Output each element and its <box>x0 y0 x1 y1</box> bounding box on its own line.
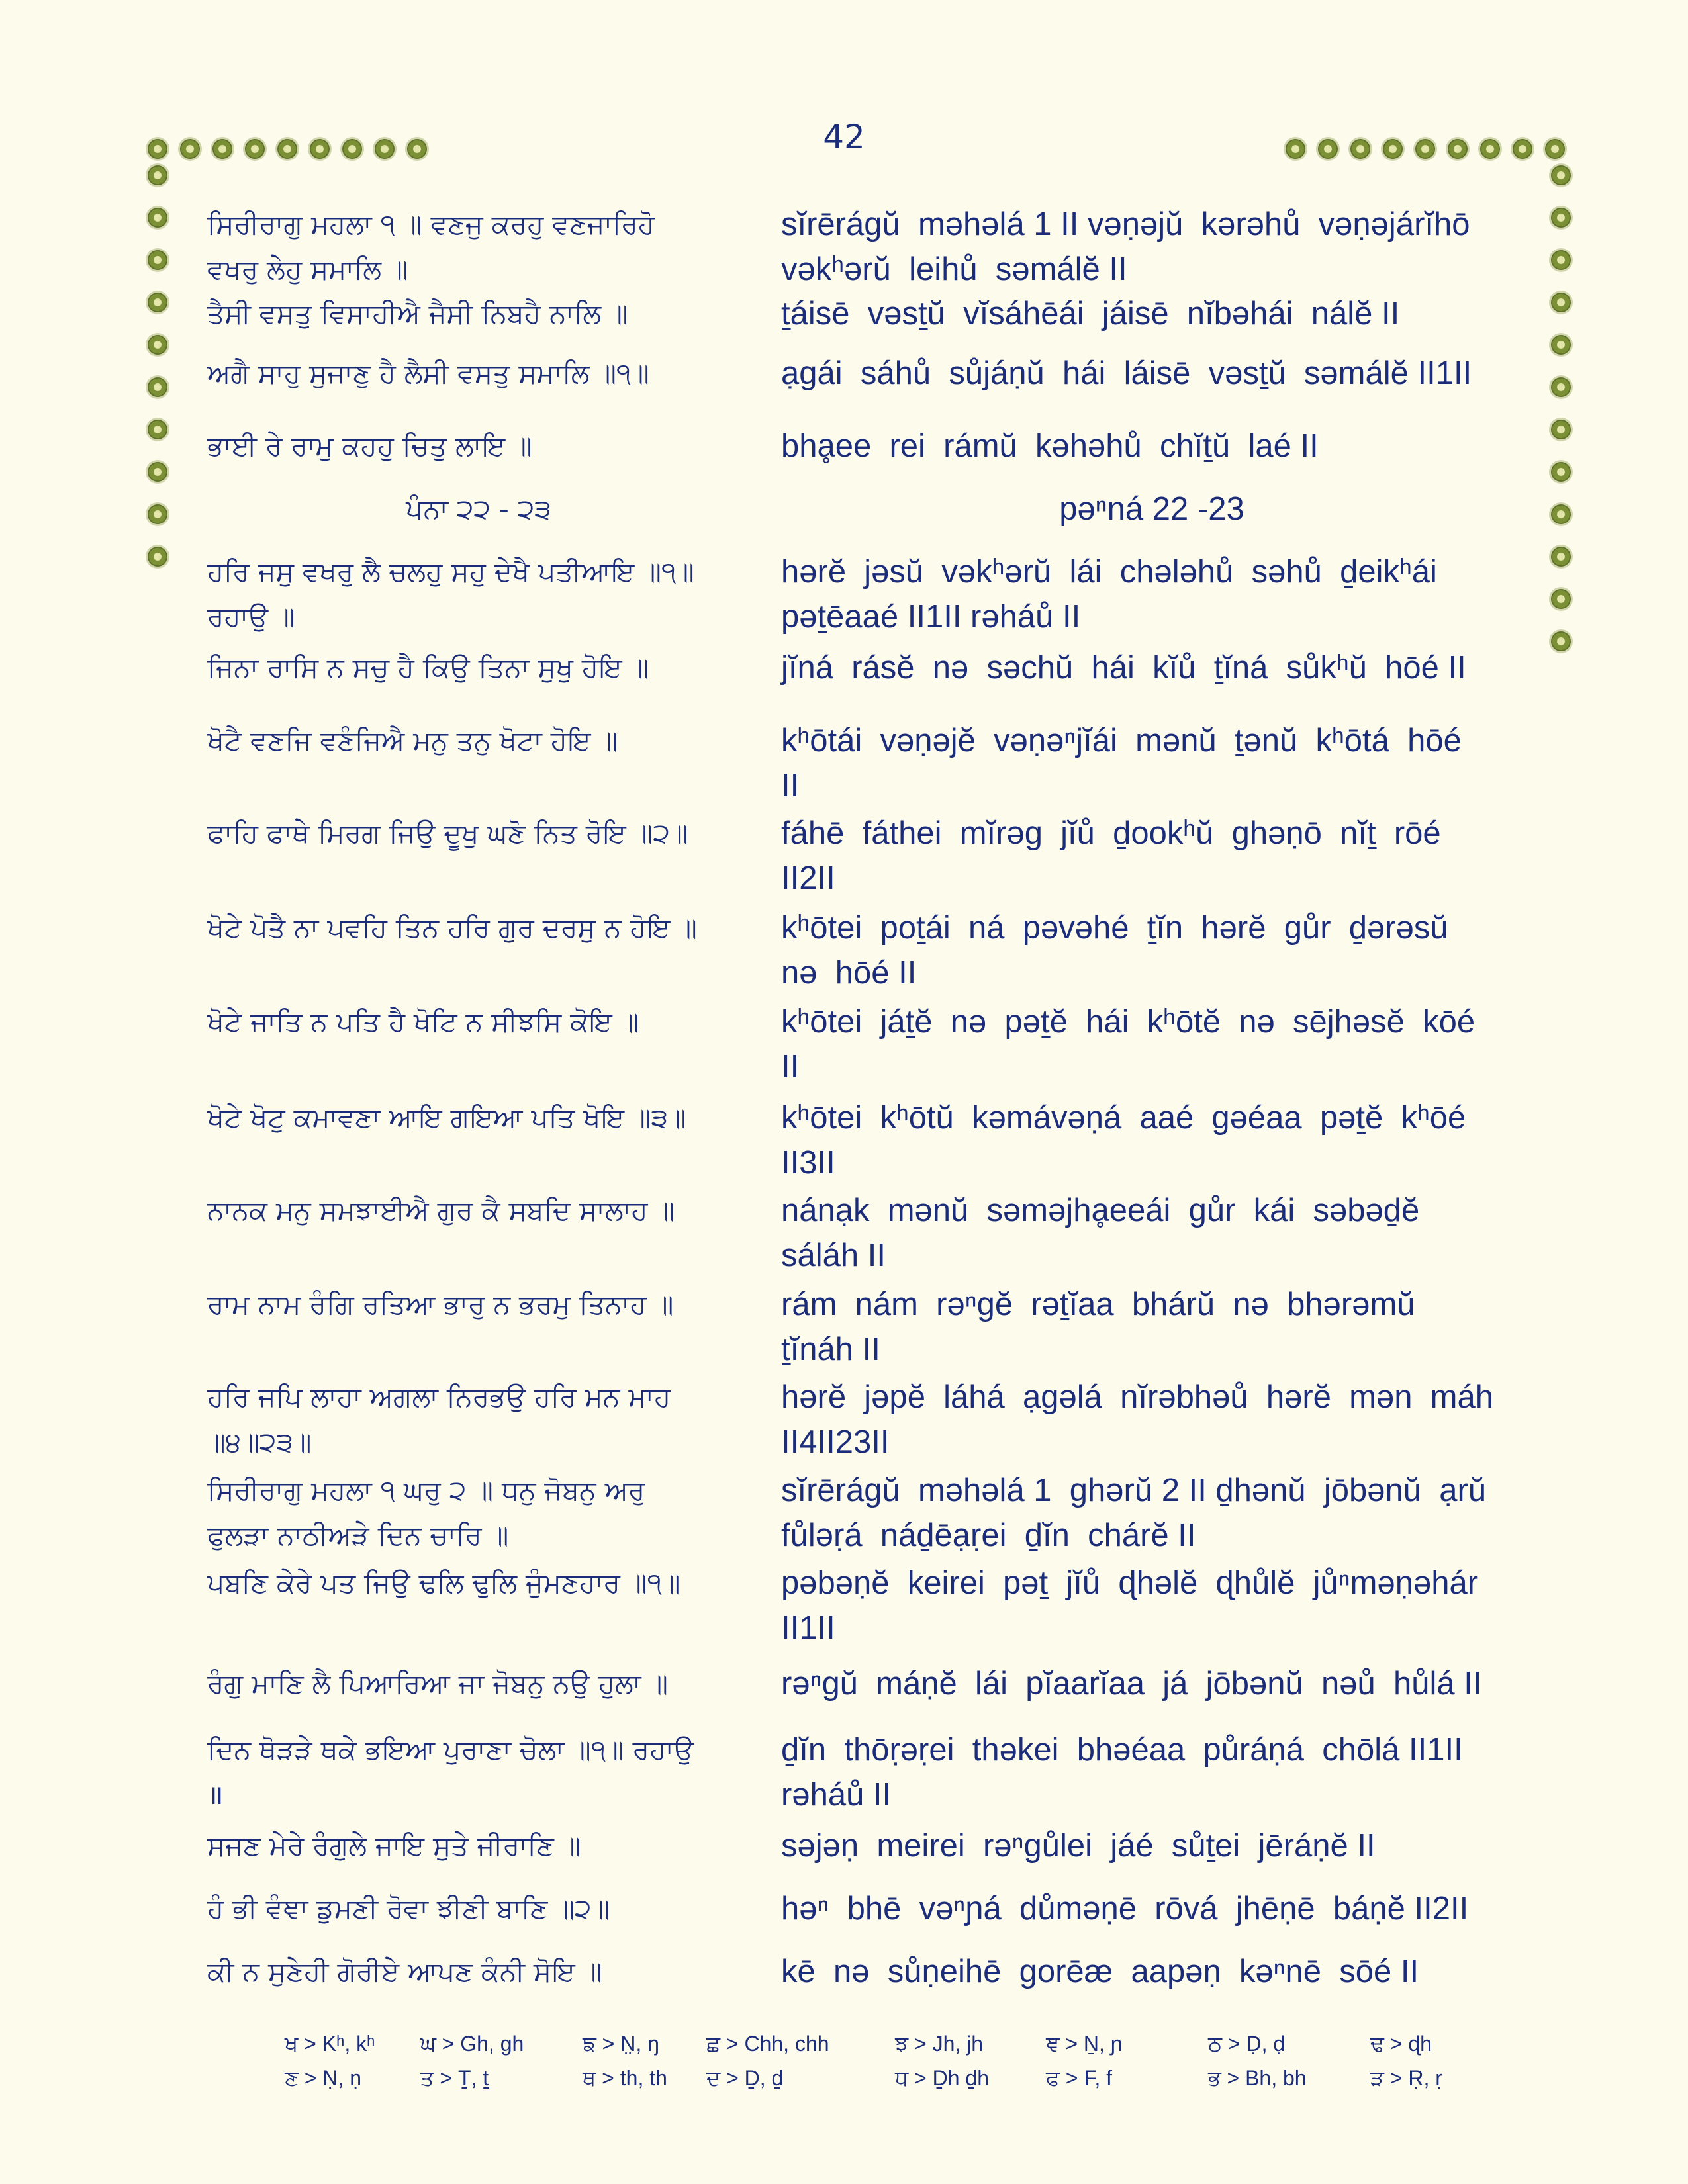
legend-row <box>285 2032 1443 2066</box>
flower-icon <box>148 547 167 567</box>
flower-icon <box>1551 208 1571 228</box>
gurmukhi-line: ਰਾਮ ਨਾਮ ਰੰਗਿ ਰਤਿਆ ਭਾਰੁ ਨ ਭਰਮੁ ਤਿਨਾਹ ॥ <box>207 1289 674 1320</box>
gurmukhi-line: ਖੋਟੇ ਪੋਤੈ ਨਾ ਪਵਹਿ ਤਿਨ ਹਰਿ ਗੁਰ ਦਰਸੁ ਨ ਹੋਇ ॥ <box>207 912 697 944</box>
flower-icon <box>1551 589 1571 609</box>
gurmukhi-line: ਦਿਨ ਥੋੜੜੇ ਥਕੇ ਭਇਆ ਪੁਰਾਣਾ ਚੋਲਾ ॥੧॥ ਰਹਾਉ ॥ <box>207 1734 694 1811</box>
legend-entry: ਧ > Ḏh ḏh <box>895 2066 990 2090</box>
flower-icon <box>1286 139 1305 159</box>
gurmukhi-line: ਅਗੈ ਸਾਹੁ ਸੁਜਾਣੁ ਹੈ ਲੈਸੀ ਵਸਤੁ ਸਮਾਲਿ ॥੧॥ <box>207 357 649 389</box>
legend-entry: ਘ > Gh, gh <box>420 2032 524 2056</box>
transliteration-line: kʰōtái vəṇəjĕ vəṇəⁿjĭái mənŭ ṯənŭ kʰōtá hōé II <box>781 723 1462 803</box>
flower-icon <box>1415 139 1435 159</box>
transliteration-line: rəⁿgŭ máṇĕ lái pĭaarĭaa já jōbənŭ nəů hůlá II <box>781 1666 1482 1702</box>
flower-icon <box>148 293 167 312</box>
flower-icon <box>1448 139 1468 159</box>
flower-icon <box>1551 504 1571 524</box>
legend-entry: ਣ > Ṇ, ṇ <box>285 2066 361 2090</box>
flower-icon <box>148 504 167 524</box>
transliteration-line: fáhē fáthei mĭrəg jĭů ḏookʰŭ ghəṇō nĭṯ rōé II2II <box>781 815 1441 896</box>
gurmukhi-line: ਹਰਿ ਜਪਿ ਲਾਹਾ ਅਗਲਾ ਨਿਰਭਉ ਹਰਿ ਮਨ ਮਾਹ ॥੪॥੨੩॥ <box>207 1381 671 1458</box>
flower-icon <box>148 462 167 482</box>
flower-icon <box>148 165 167 185</box>
gurmukhi-line: ਸਜਣ ਮੇਰੇ ਰੰਗੁਲੇ ਜਾਇ ਸੁਤੇ ਜੀਰਾਣਿ ॥ <box>207 1830 581 1862</box>
gurmukhi-line: ਜਿਨਾ ਰਾਸਿ ਨ ਸਚੁ ਹੈ ਕਿਉ ਤਿਨਾ ਸੁਖੁ ਹੋਇ ॥ <box>207 652 649 684</box>
flower-icon <box>1551 462 1571 482</box>
transliteration-line: kʰōtei kʰōtŭ kəmávəṇá aaé gəéaa pəṯĕ kʰōé II3II <box>781 1100 1466 1181</box>
flower-icon <box>1551 420 1571 439</box>
transliteration-line: pəbəṇĕ keirei pəṯ jĭů ɖhəlĕ ɖhůlĕ jůⁿməṇəhár II1II <box>781 1565 1479 1646</box>
transliteration-line: ṯáisē vəsṯŭ vĭsáhēái jáisē nĭbəhái nálĕ II <box>781 296 1400 332</box>
gurmukhi-line: ਰੰਗੁ ਮਾਣਿ ਲੈ ਪਿਆਰਿਆ ਜਾ ਜੋਬਨੁ ਨਉ ਹੁਲਾ ॥ <box>207 1668 669 1700</box>
flower-icon <box>212 139 232 159</box>
flower-icon <box>1551 165 1571 185</box>
gurmukhi-line: ਖੋਟੇ ਖੋਟੁ ਕਮਾਵਣਾ ਆਇ ਗਇਆ ਪਤਿ ਖੋਇ ॥੩॥ <box>207 1102 686 1134</box>
transliteration-line: sĭrērágŭ məhəlá 1 II vəṇəjŭ kərəhů vəṇəjárĭhō vəkʰərŭ leihů səmálĕ II <box>781 206 1470 287</box>
legend-row <box>285 2066 1443 2101</box>
flower-icon <box>148 335 167 355</box>
page-reference-gurmukhi: ਪੰਨਾ ੨੨ - ੨੩ <box>406 493 551 525</box>
gurmukhi-line: ਖੋਟੈ ਵਣਜਿ ਵਣੰਜਿਐ ਮਨੁ ਤਨੁ ਖੋਟਾ ਹੋਇ ॥ <box>207 725 618 756</box>
flower-icon <box>1551 631 1571 651</box>
flower-icon <box>1513 139 1532 159</box>
flower-icon <box>180 139 200 159</box>
transliteration-line: nánạk mənŭ səməjhḁeeái gůr kái səbəḏĕ sáláh II <box>781 1193 1420 1273</box>
flower-icon <box>1350 139 1370 159</box>
flower-icon <box>1545 139 1565 159</box>
transliteration-line: rám nám rəⁿgĕ rəṯĭaa bhárŭ nə bhərəmŭ ṯĭnáh II <box>781 1287 1415 1367</box>
flower-icon <box>148 420 167 439</box>
legend-entry: ਦ > Ḏ, ḏ <box>706 2066 784 2090</box>
legend-entry: ਛ > Chh, chh <box>706 2032 829 2056</box>
legend-entry: ਝ > Jh, jh <box>895 2032 984 2056</box>
flower-icon <box>148 377 167 397</box>
ornament-border-left <box>144 165 171 587</box>
transliteration-legend <box>285 2032 1443 2101</box>
ornament-border-right <box>1548 165 1574 672</box>
transliteration-line: bhḁee rei rámŭ kəhəhů chĭṯŭ laé II <box>781 428 1319 464</box>
flower-icon <box>148 208 167 228</box>
flower-icon <box>277 139 297 159</box>
gurmukhi-line: ਹੰ ਭੀ ਵੰਞਾ ਡੁਮਣੀ ਰੋਵਾ ਝੀਣੀ ਬਾਣਿ ॥੨॥ <box>207 1893 610 1925</box>
gurmukhi-line: ਕੀ ਨ ਸੁਣੇਹੀ ਗੋਰੀਏ ਆਪਣ ਕੰਨੀ ਸੋਇ ॥ <box>207 1956 602 1987</box>
legend-entry: ਤ > Ṯ, ṯ <box>420 2066 489 2090</box>
flower-icon <box>1551 547 1571 567</box>
flower-icon <box>1551 335 1571 355</box>
legend-entry: ਙ > N̤, ŋ <box>583 2032 659 2056</box>
legend-entry: ਞ > Ṉ, ɲ <box>1046 2032 1123 2056</box>
transliteration-line: sĭrērágŭ məhəlá 1 ghərŭ 2 II ḏhənŭ jōbənŭ ạrŭ fůləṛá náḏēạṛei ḏĭn chárĕ II <box>781 1473 1487 1553</box>
page-reference-transliteration: pəⁿná 22 -23 <box>1059 491 1244 527</box>
gurmukhi-line: ਨਾਨਕ ਮਨੁ ਸਮਝਾਈਐ ਗੁਰ ਕੈ ਸਬਦਿ ਸਾਲਾਹ ॥ <box>207 1195 675 1226</box>
legend-entry: ਫ > F, f <box>1046 2066 1113 2090</box>
flower-icon <box>1318 139 1338 159</box>
transliteration-line: ḏĭn thōṛəṛei thəkei bhəéaa půráṇá chōlá II1II rəháů II <box>781 1732 1463 1813</box>
legend-entry: ਥ > th, th <box>583 2066 667 2090</box>
flower-icon <box>1383 139 1403 159</box>
flower-icon <box>407 139 427 159</box>
legend-entry: ਠ > Ḍ, ḍ <box>1208 2032 1286 2056</box>
transliteration-line: kʰōtei jáṯĕ nə pəṯĕ hái kʰōtĕ nə sējhəsĕ kōé II <box>781 1004 1476 1085</box>
ornament-border-top-right <box>1282 136 1568 162</box>
legend-entry: ੜ > Ṛ, ṛ <box>1370 2066 1442 2090</box>
flower-icon <box>1551 293 1571 312</box>
gurmukhi-line: ਸਿਰੀਰਾਗੁ ਮਹਲਾ ੧ ਘਰੁ ੨ ॥ ਧਨੁ ਜੋਬਨੁ ਅਰੁ ਫੁਲੜਾ ਨਾਠੀਅੜੇ ਦਿਨ ਚਾਰਿ ॥ <box>207 1475 645 1551</box>
gurmukhi-line: ਖੋਟੇ ਜਾਤਿ ਨ ਪਤਿ ਹੈ ਖੋਟਿ ਨ ਸੀਝਸਿ ਕੋਇ ॥ <box>207 1006 639 1038</box>
flower-icon <box>310 139 330 159</box>
transliteration-line: jĭná rásĕ nə səchŭ hái kĭů ṯĭná sůkʰŭ hōé II <box>781 650 1466 686</box>
gurmukhi-line: ਭਾਈ ਰੇ ਰਾਮੁ ਕਹਹੁ ਚਿਤੁ ਲਾਇ ॥ <box>207 430 532 462</box>
flower-icon <box>1480 139 1500 159</box>
transliteration-line: kʰōtei poṯái ná pəvəhé ṯĭn hərĕ gůr ḏərəsŭ nə hōé II <box>781 910 1448 991</box>
transliteration-line: həⁿ bhē vəⁿɲá důməṇē rōvá jhēṇē báṇĕ II2II <box>781 1891 1469 1927</box>
flower-icon <box>1551 250 1571 270</box>
page-number: 42 <box>823 118 865 156</box>
transliteration-line: ạgái sáhů sůjáṇŭ hái láisē vəsṯŭ səmálĕ II1II <box>781 355 1472 391</box>
gurmukhi-line: ਤੈਸੀ ਵਸਤੁ ਵਿਸਾਹੀਐ ਜੈਸੀ ਨਿਬਹੈ ਨਾਲਿ ॥ <box>207 298 628 330</box>
transliteration-line: hərĕ jəsŭ vəkʰərŭ lái chələhů səhů ḏeikʰái pəṯēaaé II1II rəháů II <box>781 554 1437 635</box>
gurmukhi-line: ਸਿਰੀਰਾਗੁ ਮਹਲਾ ੧ ॥ ਵਣਜੁ ਕਰਹੁ ਵਣਜਾਰਿਹੋ ਵਖਰੁ ਲੇਹੁ ਸਮਾਲਿ ॥ <box>207 208 655 285</box>
flower-icon <box>148 139 167 159</box>
transliteration-line: kē nə sůṇeihē gorēæ aapəṇ kəⁿnē sōé II <box>781 1954 1419 1989</box>
gurmukhi-line: ਫਾਹਿ ਫਾਥੇ ਮਿਰਗ ਜਿਉ ਦੂਖੁ ਘਣੋ ਨਿਤ ਰੋਇ ॥੨॥ <box>207 817 688 849</box>
legend-entry: ਖ > Kʰ, kʰ <box>285 2032 375 2056</box>
flower-icon <box>245 139 265 159</box>
transliteration-line: səjəṇ meirei rəⁿgůlei jáé sůṯei jēráṇĕ II <box>781 1828 1376 1864</box>
flower-icon <box>342 139 362 159</box>
gurmukhi-line: ਪਬਣਿ ਕੇਰੇ ਪਤ ਜਿਉ ਢਲਿ ਢੁਲਿ ਜੁੰਮਣਹਾਰ ॥੧॥ <box>207 1567 680 1599</box>
gurmukhi-line: ਹਰਿ ਜਸੁ ਵਖਰੁ ਲੈ ਚਲਹੁ ਸਹੁ ਦੇਖੈ ਪਤੀਆਇ ॥੧॥ ਰਹਾਉ ॥ <box>207 556 694 633</box>
legend-entry: ਢ > ɖh <box>1370 2032 1432 2056</box>
ornament-border-top-left <box>144 136 430 162</box>
flower-icon <box>375 139 395 159</box>
flower-icon <box>1551 377 1571 397</box>
legend-entry: ਭ > Bh, bh <box>1208 2066 1307 2090</box>
transliteration-line: hərĕ jəpĕ láhá ạgəlá nĭrəbhəů hərĕ mən máh II4II23II <box>781 1379 1493 1460</box>
flower-icon <box>148 250 167 270</box>
